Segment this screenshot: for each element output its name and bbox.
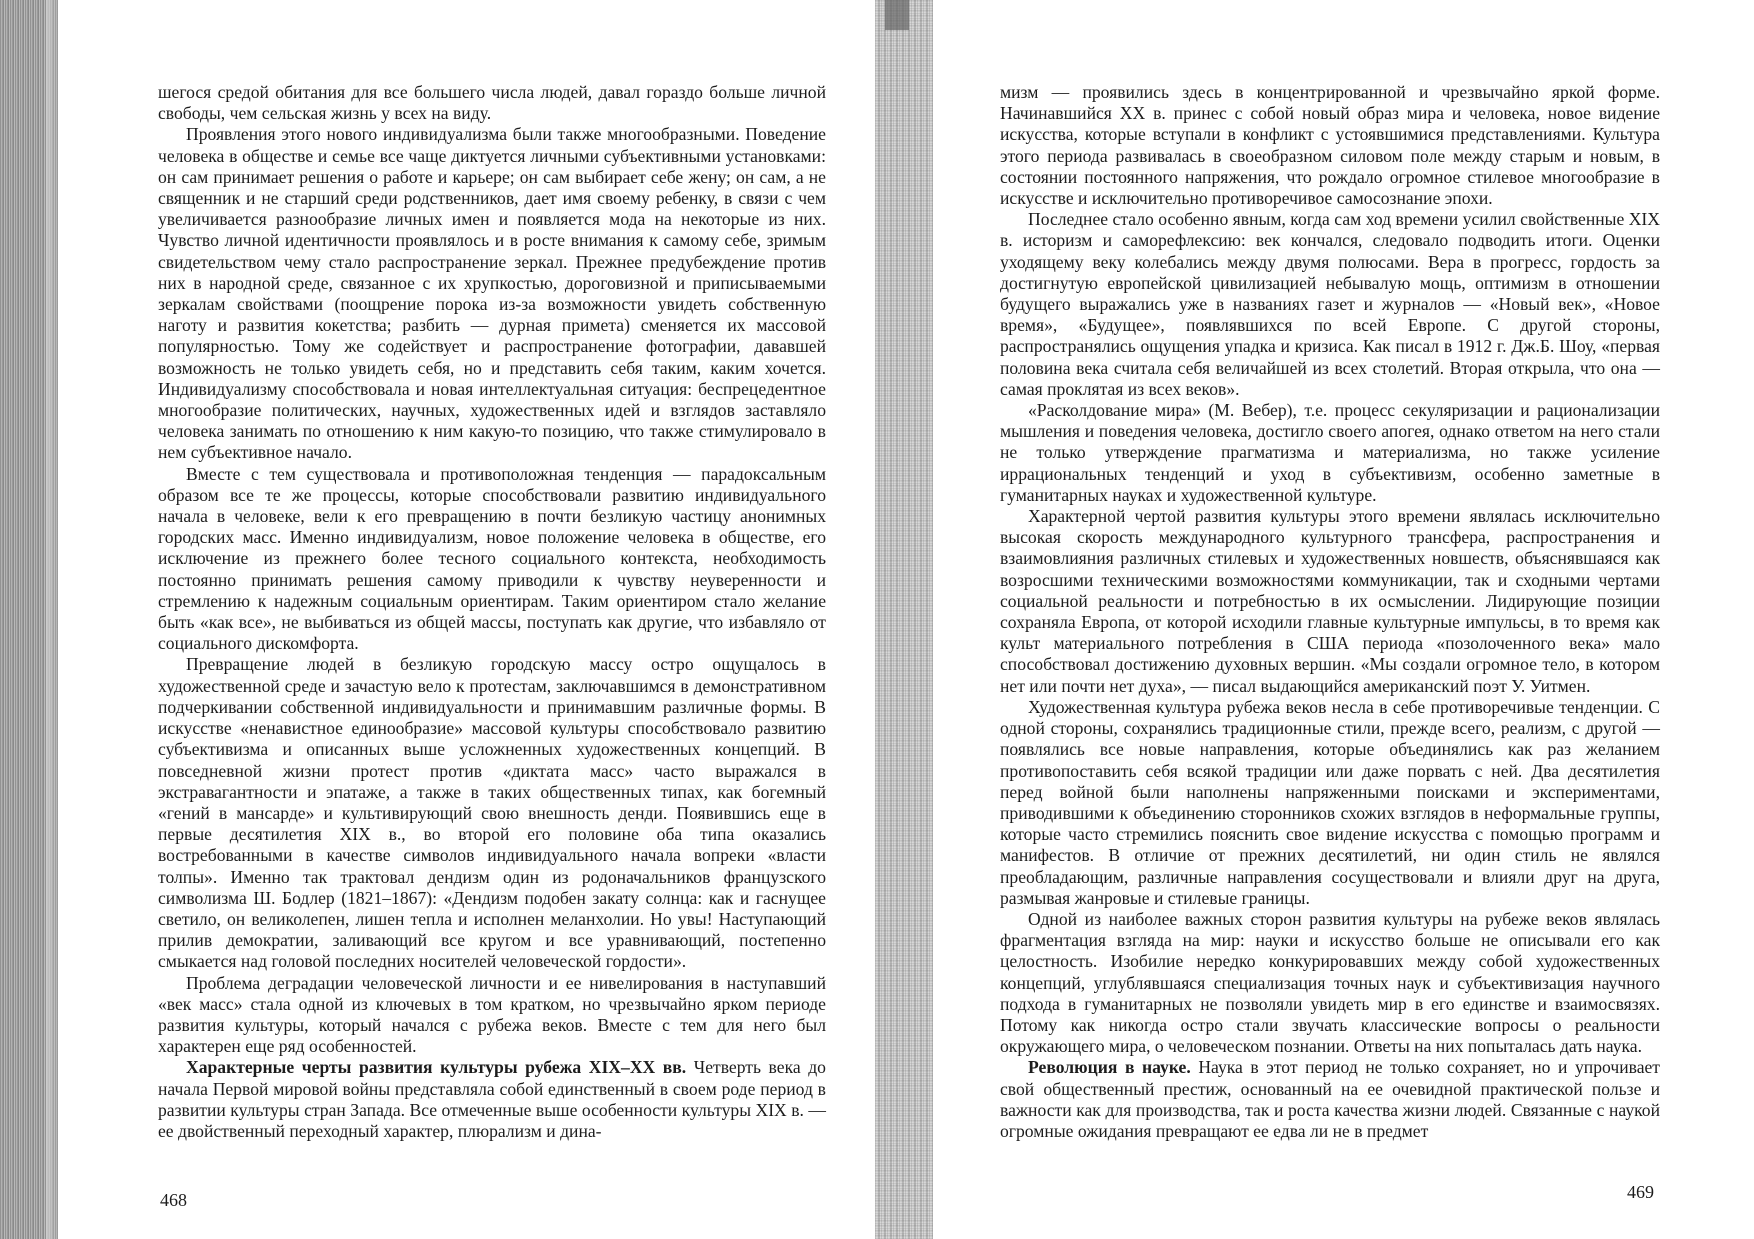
right-section-heading: Революция в науке. [1028, 1057, 1191, 1078]
left-section-text: Четверть века до начала Первой мировой войны представляла собой единственный в своем роде период в развитии культуры стран Запада. Все отмеченные выше особенности культуры XIX в. — ее двойственный переходный характер, плюрализм и дина- [158, 1057, 826, 1141]
right-paragraph-4: Характерной чертой развития культуры этого времени являлась исключительно высокая скорость международного культурного трансфера, распространения и взаимовлияния различных стилевых и художественных новшеств, объяснявшаяся как возросшими техническими возможностями коммуникации, так и сходными чертами социальной реальности и потребностью в их осмыслении. Лидирующие позиции сохраняла Европа, от которой исходили главные культурные импульсы, в то время как культ материального потребления в США периода «позолоченного века» мало способствовал достижению духовных вершин. «Мы создали огромное тело, в котором нет или почти нет духа», — писал выдающийся американский поэт У. Уитмен. [1000, 506, 1660, 696]
right-paragraph-1: мизм — проявились здесь в концентрированной и чрезвычайно яркой форме. Начинавшийся XX в. принес с собой новый образ мира и человека, новое видение искусства, которые вступали в конфликт с устоявшимися представлениями. Культура этого периода развивалась в своеобразном силовом поле между старым и новым, в состоянии постоянного напряжения, что рождало огромное стилевое многообразие в искусстве и исключительно противоречивое самосознание эпохи. [1000, 82, 1660, 209]
left-section-paragraph [158, 1057, 826, 1142]
left-paragraph-5: Проблема деградации человеческой личности и ее нивелирования в наступавший «век масс» стала одной из ключевых в том кратком, но чрезвычайно ярком периоде развития культуры, который начался с рубежа веков. Вместе с тем для него был характерен еще ряд особенностей. [158, 972, 826, 1057]
left-page-number: 468 [160, 1190, 187, 1210]
book-spine-gutter [875, 0, 933, 1239]
right-paragraph-5: Художественная культура рубежа веков несла в себе противоречивые тенденции. С одной стороны, сохранялись традиционные стили, прежде всего, реализм, с другой — появлялись все новые направления, которые объединялись как раз желанием противопоставить себя всякой традиции или даже порвать с ней. Два десятилетия перед войной были наполнены напряженными поисками и экспериментами, приводившими к объединению сторонников схожих взглядов в неформальные группы, которые часто стремились пояснить свое видение искусства с помощью программ и манифестов. В отличие от прежних десятилетий, ни один стиль не являлся преобладающим, различные направления сосуществовали и влияли друг на друга, размывая жанровые и стилевые границы. [1000, 696, 1660, 908]
left-paragraph-1: шегося средой обитания для все большего числа людей, давал гораздо больше личной свободы, чем сельская жизнь у всех на виду. [158, 82, 826, 124]
right-paragraph-6: Одной из наиболее важных сторон развития культуры на рубеже веков являлась фрагментация взгляда на мир: науки и искусство больше не описывали его как целостность. Изобилие нередко конкурировавших между собой художественных концепций, углублявшаяся специализация точных наук и субъективизация научного подхода в гуманитарных не позволяли увидеть мир в его единстве и взаимосвязях. Потому как никогда остро стали звучать классические вопросы о реальности окружающего мира, о человеческом познании. Ответы на них попыталась дать наука. [1000, 908, 1660, 1057]
right-paragraph-2: Последнее стало особенно явным, когда сам ход времени усилил свойственные XIX в. историзм и саморефлексию: век кончался, следовало подводить итоги. Оценки уходящему веку колебались между двумя полюсами. Вера в прогресс, гордость за достигнутую европейской цивилизацией небывалую мощь, оптимизм в отношении будущего выражались уже в названиях газет и журналов — «Новый век», «Новое время», «Будущее», появлявшихся по всей Европе. С другой стороны, распространялись ощущения упадка и кризиса. Как писал в 1912 г. Дж.Б. Шоу, «первая половина века считала себя величайшей из всех столетий. Вторая открыла, что она — самая проклятая из всех веков». [1000, 209, 1660, 399]
right-page-number: 469 [1627, 1182, 1654, 1202]
left-paragraph-2: Проявления этого нового индивидуализма были также многообразными. Поведение человека в обществе и семье все чаще диктуется личными субъективными установками: он сам принимает решения о работе и карьере; он сам выбирает себе жену; он сам, а не священник и не старший среди родственников, дает имя своему ребенку, в связи с чем увеличивается разнообразие личных имен и появляется мода на некоторые из них. Чувство личной идентичности проявлялось и в росте внимания к самому себе, зримым свидетельством чему стало распространение зеркал. Прежнее предубеждение против них в народной среде, связанное с их хрупкостью, дороговизной и приписываемыми зеркалам свойствами (поощрение порока из-за возможности увидеть собственную наготу и развития кокетства; разбить — дурная примета) сменяется их массовой популярностью. Тому же содействует и распространение фотографии, дававшей возможность не только увидеть себя, но и представить себя таким, каким хочется. Индивидуализму способствовала и новая интеллектуальная ситуация: беспрецедентное многообразие политических, научных, художественных идей и взглядов заставляло человека занимать по отношению к ним какую-то позицию, что также стимулировало в нем субъективное начало. [158, 124, 826, 463]
right-section-paragraph [1000, 1057, 1660, 1142]
book-page-edge [0, 0, 58, 1239]
right-section-text: Наука в этот период не только сохраняет, но и упрочивает свой общественный престиж, основанный на ее очевидной практической пользе и важности как для производства, так и роста качества жизни людей. Связанные с наукой огромные ожидания превращают ее едва ли не в предмет [1000, 1057, 1660, 1141]
left-paragraph-3: Вместе с тем существовала и противоположная тенденция — парадоксальным образом все те же процессы, которые способствовали развитию индивидуального начала в человеке, вели к его превращению в почти безликую частицу анонимных городских масс. Именно индивидуализм, новое положение человека в обществе, его исключение из прежнего более тесного социального контекста, необходимость постоянно принимать решения самому приводили к чувству неуверенности и стремлению к надежным социальным ориентирам. Таким ориентиром стало желание быть «как все», не выбиваться из общей массы, поступать как другие, что избавляло от социального дискомфорта. [158, 463, 826, 654]
right-page-text [1000, 82, 1660, 1142]
left-section-heading: Характерные черты развития культуры рубежа XIX–XX вв. [186, 1057, 687, 1078]
left-page-text [158, 82, 826, 1142]
right-paragraph-3: «Расколдование мира» (М. Вебер), т.е. процесс секуляризации и рационализации мышления и поведения человека, достигло своего апогея, однако ответом на него стали не только утверждение прагматизма и материализма, но также усиление иррациональных тенденций и уход в субъективизм, особенно заметные в гуманитарных науках и художественной культуре. [1000, 400, 1660, 505]
left-paragraph-4: Превращение людей в безликую городскую массу остро ощущалось в художественной среде и зачастую вело к протестам, заключавшимся в демонстративном подчеркивании собственной индивидуальности и принимавшим различные формы. В искусстве «ненавистное единообразие» массовой культуры способствовало развитию субъективизма и описанных выше усложненных художественных концепций. В повседневной жизни протест против «диктата масс» часто выражался в экстравагантности и эпатаже, а также в таких общественных типах, как богемный «гений в мансарде» и культивирующий свою внешность денди. Появившись еще в первые десятилетия XIX в., во второй его половине оба типа оказались востребованными в качестве символов индивидуального начала вопреки «власти толпы». Именно так трактовал дендизм один из родоначальников французского символизма Ш. Бодлер (1821–1867): «Дендизм подобен закату солнца: как и гаснущее светило, он великолепен, лишен тепла и исполнен меланхолии. Но увы! Наступающий прилив демократии, заливающий все кругом и все уравнивающий, постепенно смыкается над головой последних носителей человеческой гордости». [158, 654, 826, 972]
